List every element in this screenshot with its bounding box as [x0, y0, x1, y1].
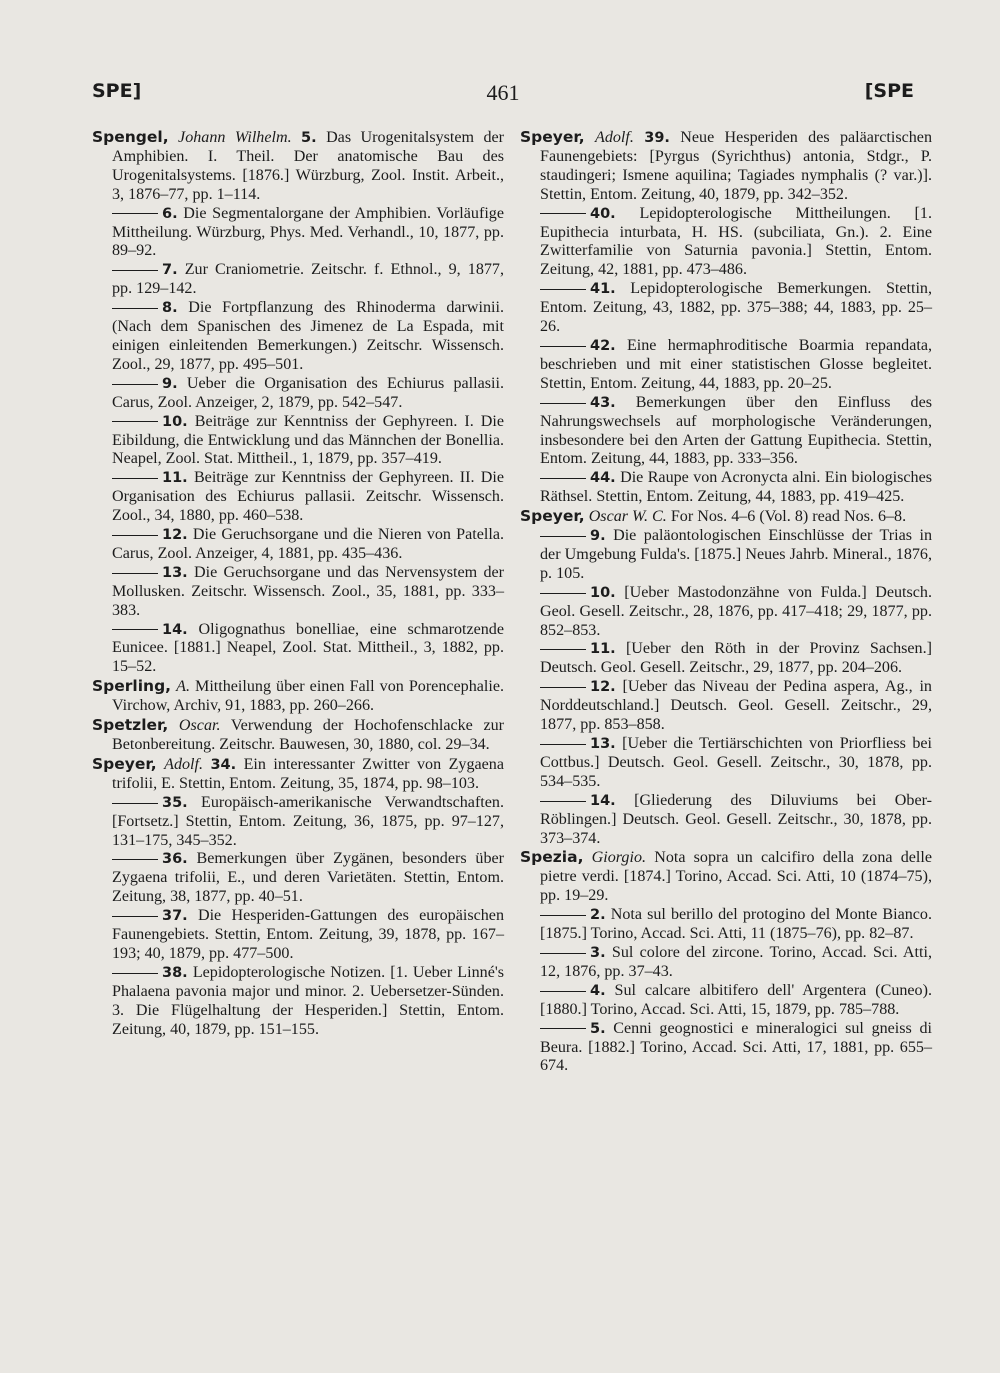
- entry-number: 12.: [162, 527, 188, 544]
- entry-number: 2.: [590, 907, 606, 924]
- entry-text: Bemerkungen über den Einfluss des Nahrungswechsels auf morphologische Veränderungen, insbesondere bei den Arten der Gattung Eupithecia. Stettin, Entom. Zeitung, 44, 1883, pp. 333–356.: [540, 393, 932, 468]
- entry-text: Cenni geognostici e mineralogici sul gneiss di Beura. [1882.] Torino, Accad. Sci. Atti, 17, 1881, pp. 655–674.: [540, 1019, 932, 1075]
- entry-text: Die Hesperiden-Gattungen des europäischen Faunengebiets. Stettin, Entom. Zeitung, 39, 1878, pp. 167–193; 40, 1879, pp. 477–500.: [112, 907, 504, 962]
- entry-text: [Ueber das Niveau der Pedina aspera, Ag., in Norddeutschland.] Deutsch. Geol. Gesell. Zeitschr., 29, 1877, pp. 853–858.: [540, 678, 932, 734]
- ditto-rule: [540, 649, 586, 650]
- author-entry: [92, 716, 504, 755]
- entry-text: Zur Craniometrie. Zeitschr. f. Ethnol., 9, 1877, pp. 129–142.: [112, 261, 504, 298]
- entry-number: 4.: [590, 982, 606, 999]
- entry-text: Beiträge zur Kenntniss der Gephyreen. I. Die Eibildung, die Entwicklung und das Männchen der Bonellia. Neapel, Zool. Stat. Mittheil., 1, 1879, pp. 357–419.: [112, 412, 504, 468]
- author-name: Spetzler,: [92, 716, 169, 735]
- entry-number: 38.: [162, 964, 188, 981]
- author-name: Sperling,: [92, 677, 172, 696]
- entry-text: Lepidopterologische Mittheilungen. [1. Eupithecia inturbata, H. HS. (subciliata, Gn.). 2. Eine Zwitterfamilie von Saturnia pavonia.] Stettin, Entom. Zeitung, 42, 1881, pp. 473–486.: [540, 204, 932, 279]
- entry-text: Verwendung der Hochofenschlacke zur Betonbereitung. Zeitschr. Bauwesen, 30, 1880, col. 29–34.: [112, 717, 505, 753]
- ditto-rule: [540, 213, 586, 214]
- entry-text: [Gliederung des Diluviums bei Ober-Röblingen.] Deutsch. Geol. Gesell. Zeitschr., 30, 1878, pp. 373–374.: [540, 791, 932, 847]
- author-given-name: A.: [176, 678, 190, 696]
- continuation-entry: [92, 564, 504, 621]
- entry-number: 8.: [162, 300, 178, 317]
- ditto-rule: [112, 916, 158, 917]
- ditto-rule: [112, 270, 158, 271]
- entry-number: 7.: [162, 262, 178, 279]
- entry-text: Sul calcare albitifero dell' Argentera (Cuneo). [1880.] Torino, Accad. Sci. Atti, 15, 1879, pp. 785–788.: [540, 981, 932, 1018]
- author-entry: [520, 507, 932, 527]
- continuation-entry: [92, 621, 504, 678]
- entry-text: Sul colore del zircone. Torino, Accad. Sci. Atti, 12, 1876, pp. 37–43.: [540, 943, 932, 980]
- entry-number: 35.: [162, 794, 188, 811]
- author-given-name: Oscar.: [178, 717, 221, 735]
- continuation-entry: [92, 375, 504, 413]
- ditto-rule: [540, 991, 586, 992]
- entry-text: Oligognathus bonelliae, eine schmarotzende Eunicee. [1881.] Neapel, Zool. Stat. Mittheil., 3, 1882, pp. 15–52.: [112, 620, 504, 676]
- entry-number: 5.: [590, 1020, 606, 1037]
- continuation-entry: [520, 982, 932, 1020]
- continuation-entry: [92, 964, 504, 1040]
- entry-number: 36.: [162, 851, 188, 868]
- author-given-name: Giorgio.: [591, 849, 647, 867]
- continuation-entry: [520, 280, 932, 337]
- entry-number: 41.: [590, 281, 616, 298]
- entry-number: 14.: [162, 621, 188, 638]
- entry-number: 10.: [590, 584, 616, 601]
- continuation-entry: [520, 640, 932, 678]
- entry-number: 39.: [644, 130, 670, 146]
- left-column: [92, 128, 504, 1040]
- author-given-name: Johann Wilhelm.: [178, 129, 292, 146]
- author-entry: [520, 848, 932, 906]
- entry-number: 42.: [590, 337, 616, 354]
- ditto-rule: [540, 1028, 586, 1029]
- ditto-rule: [540, 403, 586, 404]
- ditto-rule: [112, 213, 158, 214]
- ditto-rule: [540, 478, 586, 479]
- ditto-rule: [112, 859, 158, 860]
- ditto-rule: [540, 536, 586, 537]
- ditto-rule: [540, 593, 586, 594]
- entry-number: 43.: [590, 394, 616, 411]
- continuation-entry: [520, 1020, 932, 1077]
- ditto-rule: [112, 973, 158, 974]
- entry-number: 11.: [162, 470, 188, 487]
- continuation-entry: [92, 205, 504, 262]
- author-given-name: Adolf.: [164, 755, 203, 773]
- entry-text: Die Fortpflanzung des Rhinoderma darwinii. (Nach dem Spanischen des Jimenez de La Espada, mit einigen einleitenden Bemerkungen.) Zeitschr. Wissensch. Zool., 29, 1877, pp. 495–501.: [112, 299, 504, 373]
- continuation-entry: [92, 526, 504, 564]
- entry-text: Lepidopterologische Bemerkungen. Stettin, Entom. Zeitung, 43, 1882, pp. 375–388; 44, 1883, pp. 25–26.: [540, 280, 932, 336]
- continuation-entry: [520, 205, 932, 281]
- page-number: 461: [486, 80, 520, 105]
- entry-number: 9.: [162, 375, 178, 392]
- author-entry: [520, 128, 932, 205]
- ditto-rule: [112, 803, 158, 804]
- continuation-entry: [520, 337, 932, 394]
- entry-text: Nota sul berillo del protogino del Monte Bianco. [1875.] Torino, Accad. Sci. Atti, 11 (1875–76), pp. 82–87.: [540, 906, 932, 943]
- entry-number: 12.: [590, 679, 616, 696]
- entry-text: Beiträge zur Kenntniss der Gephyreen. II. Die Organisation des Echiurus pallasii. Zeitschr. Wissensch. Zool., 34, 1880, pp. 460–538.: [112, 469, 504, 525]
- continuation-entry: [520, 584, 932, 641]
- entry-text: For Nos. 4–6 (Vol. 8) read Nos. 6–8.: [670, 508, 907, 526]
- page-header: [92, 80, 914, 114]
- entry-text: Die paläontologischen Einschlüsse der Trias in der Umgebung Fulda's. [1875.] Neues Jahrb. Mineral., 1876, p. 105.: [540, 527, 932, 582]
- continuation-entry: [520, 944, 932, 982]
- continuation-entry: [520, 678, 932, 735]
- ditto-rule: [540, 801, 586, 802]
- header-right-range: [SPE: [864, 80, 914, 102]
- continuation-entry: [92, 299, 504, 375]
- ditto-rule: [540, 687, 586, 688]
- author-name: Spengel,: [92, 128, 169, 146]
- header-left-range: SPE]: [92, 80, 142, 102]
- ditto-rule: [540, 346, 586, 347]
- continuation-entry: [520, 469, 932, 507]
- ditto-rule: [540, 289, 586, 290]
- ditto-rule: [112, 573, 158, 574]
- entry-number: 14.: [590, 792, 616, 809]
- entry-number: 11.: [590, 641, 616, 658]
- entry-number: 40.: [590, 205, 616, 222]
- entry-number: 9.: [590, 528, 606, 545]
- author-name: Speyer,: [520, 128, 585, 146]
- author-name: Speyer,: [520, 507, 585, 526]
- ditto-rule: [112, 535, 158, 536]
- author-entry: [92, 755, 504, 794]
- entry-number: 44.: [590, 470, 616, 487]
- ditto-rule: [112, 421, 158, 422]
- entry-text: Nota sopra un calcifiro della zona delle pietre verdi. [1874.] Torino, Accad. Sci. Atti, 10 (1874–75), pp. 19–29.: [540, 849, 932, 905]
- ditto-rule: [112, 308, 158, 309]
- entry-text: Europäisch-amerikanische Verwandtschaften. [Fortsetz.] Stettin, Entom. Zeitung, 36, 1875, pp. 97–127, 131–175, 345–352.: [112, 793, 504, 849]
- ditto-rule: [112, 629, 158, 630]
- continuation-entry: [92, 261, 504, 299]
- continuation-entry: [92, 907, 504, 964]
- continuation-entry: [520, 527, 932, 584]
- author-name: Spezia,: [520, 848, 584, 867]
- continuation-entry: [92, 850, 504, 907]
- entry-number: 37.: [162, 908, 188, 925]
- entry-number: 3.: [590, 944, 606, 961]
- entry-text: [Ueber die Tertiärschichten von Priorfliess bei Cottbus.] Deutsch. Geol. Gesell. Zeitschr., 30, 1878, pp. 534–535.: [540, 735, 932, 790]
- entry-number: 5.: [301, 130, 317, 146]
- entry-text: Die Geruchsorgane und die Nieren von Patella. Carus, Zool. Anzeiger, 4, 1881, pp. 435–436.: [112, 526, 504, 562]
- entry-number: 6.: [162, 205, 178, 222]
- continuation-entry: [520, 792, 932, 849]
- ditto-rule: [540, 915, 586, 916]
- ditto-rule: [112, 478, 158, 479]
- entry-text: Ueber die Organisation des Echiurus pallasii. Carus, Zool. Anzeiger, 2, 1879, pp. 542–547.: [112, 374, 504, 411]
- entry-text: Die Geruchsorgane und das Nervensystem der Mollusken. Zeitschr. Wissensch. Zool., 35, 1881, pp. 333–383.: [112, 563, 504, 619]
- continuation-entry: [520, 906, 932, 944]
- continuation-entry: [520, 735, 932, 792]
- author-entry: [92, 128, 504, 205]
- right-column: [520, 128, 932, 1076]
- continuation-entry: [520, 394, 932, 470]
- entry-text: Lepidopterologische Notizen. [1. Ueber Linné's Phalaena pavonia major und minor. 2. Uebersetzer-Sünden. 3. Die Flügelhaltung der Hesperiden.] Stettin, Entom. Zeitung, 40, 1879, pp. 151–155.: [112, 963, 504, 1038]
- author-entry: [92, 677, 504, 716]
- entry-text: Die Segmentalorgane der Amphibien. Vorläufige Mittheilung. Würzburg, Phys. Med. Verhandl., 10, 1877, pp. 89–92.: [112, 204, 504, 260]
- author-name: Speyer,: [92, 754, 157, 773]
- author-given-name: Adolf.: [595, 129, 634, 146]
- entry-number: 10.: [162, 413, 188, 430]
- entry-text: [Ueber den Röth in der Provinz Sachsen.] Deutsch. Geol. Gesell. Zeitschr., 29, 1877, pp. 204–206.: [540, 640, 932, 677]
- ditto-rule: [540, 744, 586, 745]
- entry-text: Bemerkungen über Zygänen, besonders über Zygaena trifolii, E., und deren Varietäten. Stettin, Entom. Zeitung, 38, 1877, pp. 40–51.: [112, 850, 505, 906]
- ditto-rule: [540, 953, 586, 954]
- entry-text: Ein interessanter Zwitter von Zygaena trifolii, E. Stettin, Entom. Zeitung, 35, 1874, pp. 98–103.: [112, 755, 504, 792]
- continuation-entry: [92, 413, 504, 470]
- entry-text: Die Raupe von Acronycta alni. Ein biologisches Räthsel. Stettin, Entom. Zeitung, 44, 1883, pp. 419–425.: [540, 469, 932, 506]
- continuation-entry: [92, 794, 504, 851]
- entry-number: 13.: [162, 564, 188, 581]
- entry-text: [Ueber Mastodonzähne von Fulda.] Deutsch. Geol. Gesell. Zeitschr., 28, 1876, pp. 417–418; 29, 1877, pp. 852–853.: [540, 583, 932, 639]
- entry-text: Eine hermaphroditische Boarmia repandata, beschrieben und mit einer statistischen Glosse begleitet. Stettin, Entom. Zeitung, 44, 1883, pp. 20–25.: [540, 336, 932, 392]
- author-given-name: Oscar W. C.: [588, 508, 667, 526]
- ditto-rule: [112, 384, 158, 385]
- entry-text: Mittheilung über einen Fall von Porencephalie. Virchow, Archiv, 91, 1883, pp. 260–266.: [112, 678, 505, 715]
- entry-number: 34.: [210, 756, 237, 773]
- entry-number: 13.: [590, 736, 616, 752]
- entry-text: Das Urogenitalsystem der Amphibien. I. Theil. Der anatomische Bau des Urogenitalsystems. [1876.] Würzburg, Zool. Instit. Arbeit., 3, 1876–77, pp. 1–114.: [112, 129, 504, 203]
- continuation-entry: [92, 469, 504, 526]
- entry-text: Neue Hesperiden des paläarctischen Faunengebiets: [Pyrgus (Syrichthus) antonia, Stdgr., P. staudingeri; Ismene aquilina; Tagiades nymphalis (? var.)]. Stettin, Entom. Zeitung, 40, 1879, pp. 342–352.: [540, 129, 932, 203]
